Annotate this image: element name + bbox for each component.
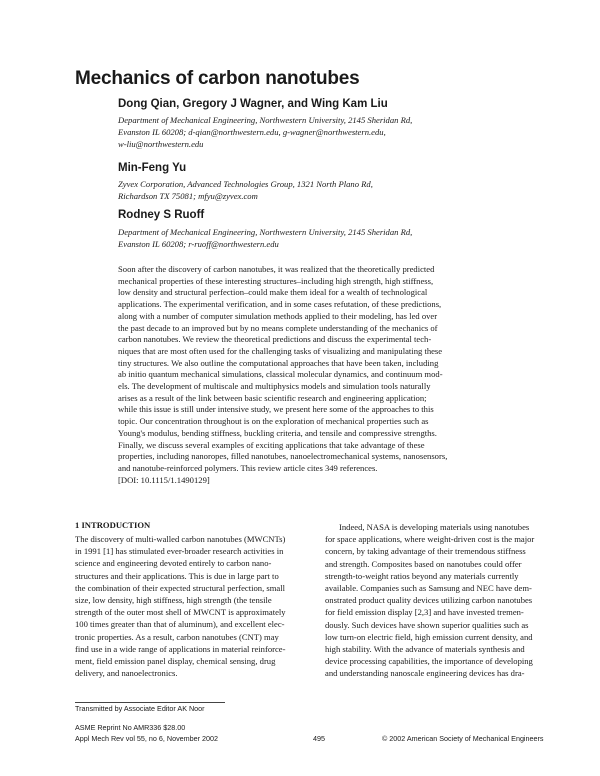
- body-line: in 1991 [1] has stimulated ever-broader research activities in: [75, 546, 284, 557]
- author-group-2: Min-Feng Yu: [118, 162, 187, 174]
- abstract-line: Soon after the discovery of carbon nanotubes, it was realized that the theoretically predicted: [118, 264, 435, 274]
- affiliation-3: [118, 226, 518, 250]
- affiliation-line: Evanston IL 60208; r-ruoff@northwestern.edu: [118, 239, 279, 249]
- abstract-line: and nanotube-reinforced polymers. This review article cites 349 references.: [118, 462, 378, 473]
- body-line: size, low density, high stiffness, high strength (the tensile: [75, 595, 272, 606]
- abstract-line: properties, including nanoropes, filled nanotubes, nanoelectromechanical systems, nanosensors,: [118, 451, 448, 462]
- abstract-line: Young's modulus, bending stiffness, buckling criteria, and tensile and compressive strengths.: [118, 427, 437, 438]
- abstract-line: tiny structures. We also outline the computational approaches that have been taken, including: [118, 357, 439, 368]
- abstract-line: while this issue is still under intensive study, we present here some of the approaches to this: [118, 404, 434, 415]
- abstract-line: Finally, we discuss several examples of exciting applications that take advantage of these: [118, 439, 425, 450]
- section-heading-introduction: 1 INTRODUCTION: [75, 520, 151, 530]
- right-column: [325, 521, 561, 680]
- body-line: Indeed, NASA is developing materials using nanotubes: [339, 522, 530, 532]
- abstract-line: mechanical properties of these interesting structures–including high strength, high stiffness,: [118, 275, 434, 286]
- body-line: for field emission display [2,3] and have invested tremen-: [325, 607, 524, 618]
- body-line: strength-to-weight ratios beyond any materials currently: [325, 570, 519, 581]
- abstract-line: the past decade to an improved but by no means complete understanding of the mechanics of: [118, 322, 438, 333]
- body-line: onstrated product quality devices utilizing carbon nanotubes: [325, 595, 533, 606]
- abstract-line: applications. The experimental verification, and in some cases refutation, of these predictions,: [118, 299, 442, 310]
- body-line: structures and their applications. This is due in large part to: [75, 570, 279, 581]
- body-line: strength of the outer most shell of MWCNT is approximately: [75, 607, 286, 618]
- body-line: low turn-on electric field, high emission current density, and: [325, 631, 533, 642]
- footer-journal: Appl Mech Rev vol 55, no 6, November 2002: [75, 734, 219, 743]
- abstract-line: arises as a result of the link between basic scientific research and engineering application;: [118, 392, 427, 403]
- footnote-rule: [75, 702, 225, 703]
- abstract-line: niques that are most often used for the challenging tasks of visualizing and manipulating these: [118, 345, 443, 356]
- page-number: 495: [313, 734, 325, 743]
- footer-copyright: © 2002 American Society of Mechanical Engineers: [382, 734, 544, 743]
- body-line: device processing capabilities, the importance of developing: [325, 656, 533, 667]
- footer-reprint: ASME Reprint No AMR336 $28.00: [75, 723, 186, 732]
- author-group-1: Dong Qian, Gregory J Wagner, and Wing Kam Liu: [118, 98, 388, 110]
- abstract-line: topic. Our concentration throughout is on the exploration of mechanical properties such as: [118, 416, 429, 427]
- body-line: delivery, and nanoelectronics.: [75, 668, 178, 679]
- body-line: science and engineering devoted entirely to carbon nano-: [75, 558, 272, 569]
- footnote: Transmitted by Associate Editor AK Noor: [75, 704, 205, 713]
- body-line: ment, field emission panel display, chemical sensing, drug: [75, 656, 276, 667]
- abstract-line: ab initio quantum mechanical simulations, classical molecular dynamics, and continuum mod-: [118, 369, 443, 380]
- body-line: concern, by taking advantage of their tremendous stiffness: [325, 546, 526, 557]
- paper-title: Mechanics of carbon nanotubes: [75, 68, 360, 89]
- body-line: and strength. Composites based on nanotubes could offer: [325, 558, 522, 569]
- body-line: for space applications, where weight-driven cost is the major: [325, 534, 535, 545]
- affiliation-line: Evanston IL 60208; d-qian@northwestern.edu, g-wagner@northwestern.edu,: [118, 127, 386, 137]
- abstract-line: low density and structural perfection–could make them ideal for a wealth of technological: [118, 287, 428, 298]
- body-line: and understanding nanoscale engineering devices has dra-: [325, 668, 525, 679]
- body-line: find use in a wide range of applications in material reinforce-: [75, 643, 286, 654]
- body-line: The discovery of multi-walled carbon nanotubes (MWCNTs): [75, 534, 286, 544]
- abstract: [118, 264, 513, 486]
- affiliation-line: Department of Mechanical Engineering, Northwestern University, 2145 Sheridan Rd,: [118, 227, 413, 237]
- affiliation-line: Richardson TX 75081; mfyu@zyvex.com: [118, 191, 258, 201]
- body-line: high stability. With the advance of materials synthesis and: [325, 644, 525, 655]
- body-line: tronic properties. As a result, carbon nanotubes (CNT) may: [75, 631, 279, 642]
- body-line: available. Companies such as Samsung and NEC have dem-: [325, 583, 532, 594]
- abstract-line: els. The development of multiscale and multiphysics models and simulation tools naturally: [118, 381, 431, 392]
- author-group-3: Rodney S Ruoff: [118, 209, 205, 221]
- affiliation-line: Department of Mechanical Engineering, Northwestern University, 2145 Sheridan Rd,: [118, 115, 413, 125]
- abstract-doi: [DOI: 10.1115/1.1490129]: [118, 474, 210, 485]
- abstract-line: along with a number of computer simulation methods applied to their modeling, has led over: [118, 310, 438, 321]
- body-line: 100 times greater than that of aluminum), and excellent elec-: [75, 619, 285, 630]
- body-line: the combination of their expected structural perfection, small: [75, 582, 285, 593]
- affiliation-2: [118, 178, 518, 202]
- body-line: dously. Such devices have shown superior qualities such as: [325, 619, 529, 630]
- left-column: [75, 533, 311, 679]
- affiliation-1: [118, 114, 518, 150]
- abstract-line: carbon nanotubes. We review the theoretical predictions and discuss the experimental tech-: [118, 334, 432, 345]
- affiliation-line: Zyvex Corporation, Advanced Technologies Group, 1321 North Plano Rd,: [118, 179, 373, 189]
- affiliation-line: w-liu@northwestern.edu: [118, 139, 204, 149]
